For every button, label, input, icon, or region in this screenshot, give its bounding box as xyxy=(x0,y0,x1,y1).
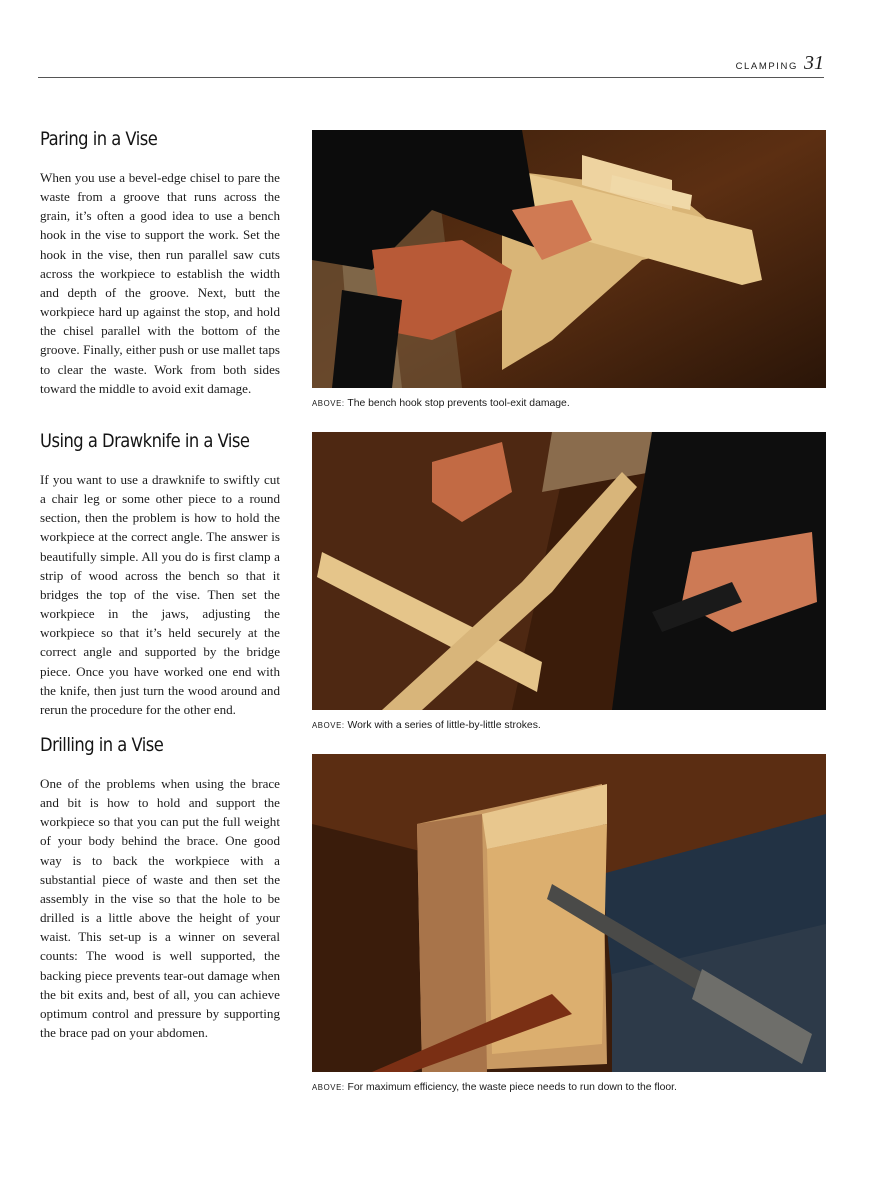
caption-lead: ABOVE: xyxy=(312,1083,345,1092)
photo-caption xyxy=(312,398,826,409)
running-head-section: CLAMPING xyxy=(735,61,798,72)
section-body: When you use a bevel-edge chisel to pare the waste from a groove that runs across the grain, it’s often a good idea to use a bench hook in the vise to support the work. Set the hook in the vise, then run parallel saw cuts across the workpiece to establish the width and depth of the groove. Next, butt the workpiece hard up against the stop, and hold the chisel parallel with the bottom of the groove. Finally, either push or use mallet taps to clear the waste. Work from both sides toward the middle to avoid exit damage. xyxy=(40,170,280,396)
section-drawknife xyxy=(40,430,280,719)
section-paring xyxy=(40,128,280,398)
photo-bench-hook xyxy=(312,130,826,388)
caption-lead: ABOVE: xyxy=(312,399,345,408)
section-drilling xyxy=(40,734,280,1042)
section-heading: Using a Drawknife in a Vise xyxy=(40,430,250,452)
photo-caption xyxy=(312,1082,826,1093)
caption-text: The bench hook stop prevents tool-exit damage. xyxy=(347,398,570,409)
section-body: If you want to use a drawknife to swiftly cut a chair leg or some other piece to a round section, then the problem is how to hold the workpiece at the correct angle. The answer is beautifully simple. All you do is first clamp a strip of wood across the bench so that it bridges the top of the vise. Then set the workpiece in the jaws, adjusting the workpiece so that it’s held securely at the correct angle and supported by the bridge piece. Once you have worked one end with the knife, then just turn the wood around and rerun the procedure for the other end. xyxy=(40,472,280,717)
photo-caption xyxy=(312,720,826,731)
page-number: 31 xyxy=(804,52,824,74)
caption-text: Work with a series of little-by-little strokes. xyxy=(347,720,541,731)
photo-drilling xyxy=(312,754,826,1072)
section-heading: Paring in a Vise xyxy=(40,128,158,150)
header-rule xyxy=(38,77,824,78)
section-heading: Drilling in a Vise xyxy=(40,734,164,756)
running-head xyxy=(736,52,824,75)
caption-lead: ABOVE: xyxy=(312,721,345,730)
section-body: One of the problems when using the brace and bit is how to hold and support the workpiece so that you can put the full weight of your body behind the brace. One good way is to back the workpiece with a substantial piece of waste and then set the assembly in the vise so that the hole to be drilled is a little above the height of your waist. This set-up is a winner on several counts: The wood is well supported, the backing piece prevents tear-out damage when the bit exits and, best of all, you can achieve optimum control and pressure by supporting the brace pad on your abdomen. xyxy=(40,776,280,1041)
photo-drawknife xyxy=(312,432,826,710)
caption-text: For maximum efficiency, the waste piece needs to run down to the floor. xyxy=(347,1082,677,1093)
